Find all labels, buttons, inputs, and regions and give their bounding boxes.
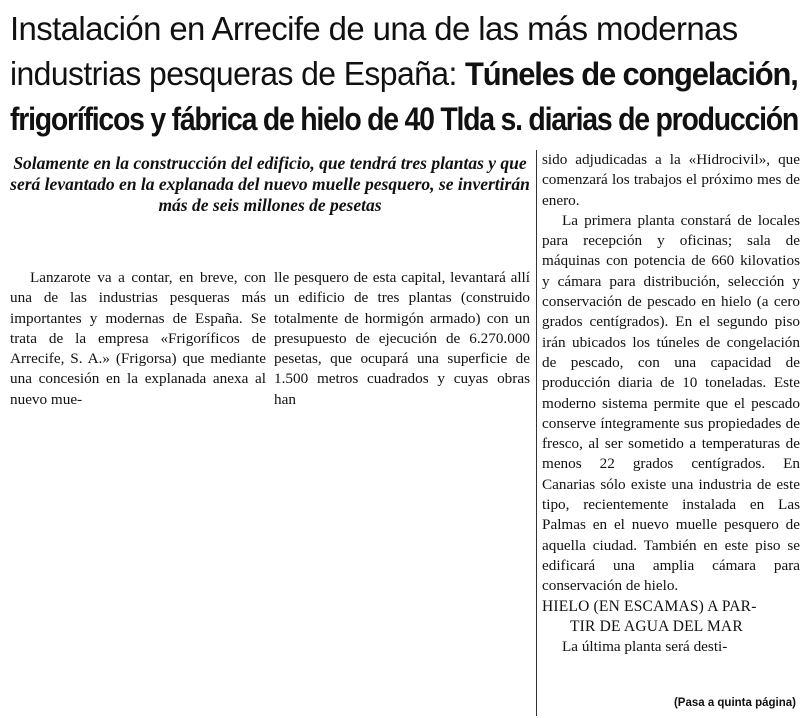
column-2-text: lle pesquero de esta capital, levantará allí un edificio de tres plantas (construido totalmente de hormigón armado) con un presupuesto de ejecución de 6.270.000 pesetas, que ocupará una superficie de 1.500 metros cuadrados y cuyas obras han (274, 269, 530, 408)
column-1-text: Lanzarote va a contar, en breve, con una de las industrias pesqueras más importantes y modernas de España. Se trata de la empresa «Frigoríficos de Arrecife, S. A.» (Frigorsa) que mediante una concesión en la explanada anexa al nuevo mue- (10, 269, 266, 408)
article-column-2 (274, 268, 530, 410)
section-subhead (542, 597, 800, 637)
continuation-note: (Pasa a quinta página) (673, 697, 796, 709)
headline-line-2-bold: Túneles de congelación, (465, 56, 798, 92)
section-subhead-line-2: TIR DE AGUA DEL MAR (570, 617, 743, 635)
headline-line-2 (10, 51, 798, 97)
article-column-3 (542, 150, 800, 657)
column-3-paragraph-3: La última planta será desti- (562, 637, 728, 655)
headline-line-1: Instalación en Arrecife de una de las más modernas (10, 10, 738, 47)
headline (10, 6, 800, 142)
section-subhead-line-1: HIELO (EN ESCAMAS) A PAR- (542, 597, 757, 615)
headline-line-2-regular: industrias pesqueras de España: (10, 55, 466, 92)
column-3-paragraph-1: sido adjudicadas a la «Hidrocivil», que comenzará los trabajos el próximo mes de enero. (542, 151, 800, 209)
column-3-paragraph-2: La primera planta constará de locales para recepción y oficinas; sala de máquinas con potencia de 660 kilovatios y cámara para distribución, selección y conservación de pescado en hielo (a cero grados centígrados). En el segundo piso irán ubicados los túneles de congelación de pescado, con una capacidad de producción diaria de 10 toneladas. Este moderno sistema permite que el pescado conserve íntegramente sus propiedades de fresco, al ser sometido a temperaturas de menos 22 grados centígrados. En Canarias sólo existe una industria de este tipo, recientemente instalada en Las Palmas en el nuevo muelle pesquero de aquella ciudad. También en este piso se edificará una amplia cámara para conservación de hielo. (542, 211, 800, 595)
headline-line-3: frigoríficos y fábrica de hielo de 40 Tlda s. diarias de producción (10, 101, 799, 137)
subheadline: Solamente en la construcción del edificio, que tendrá tres plantas y que será levantado en la explanada del nuevo muelle pesquero, se invertirán más de seis millones de pesetas (10, 153, 530, 215)
column-divider (536, 150, 537, 716)
article-column-1 (10, 268, 266, 410)
